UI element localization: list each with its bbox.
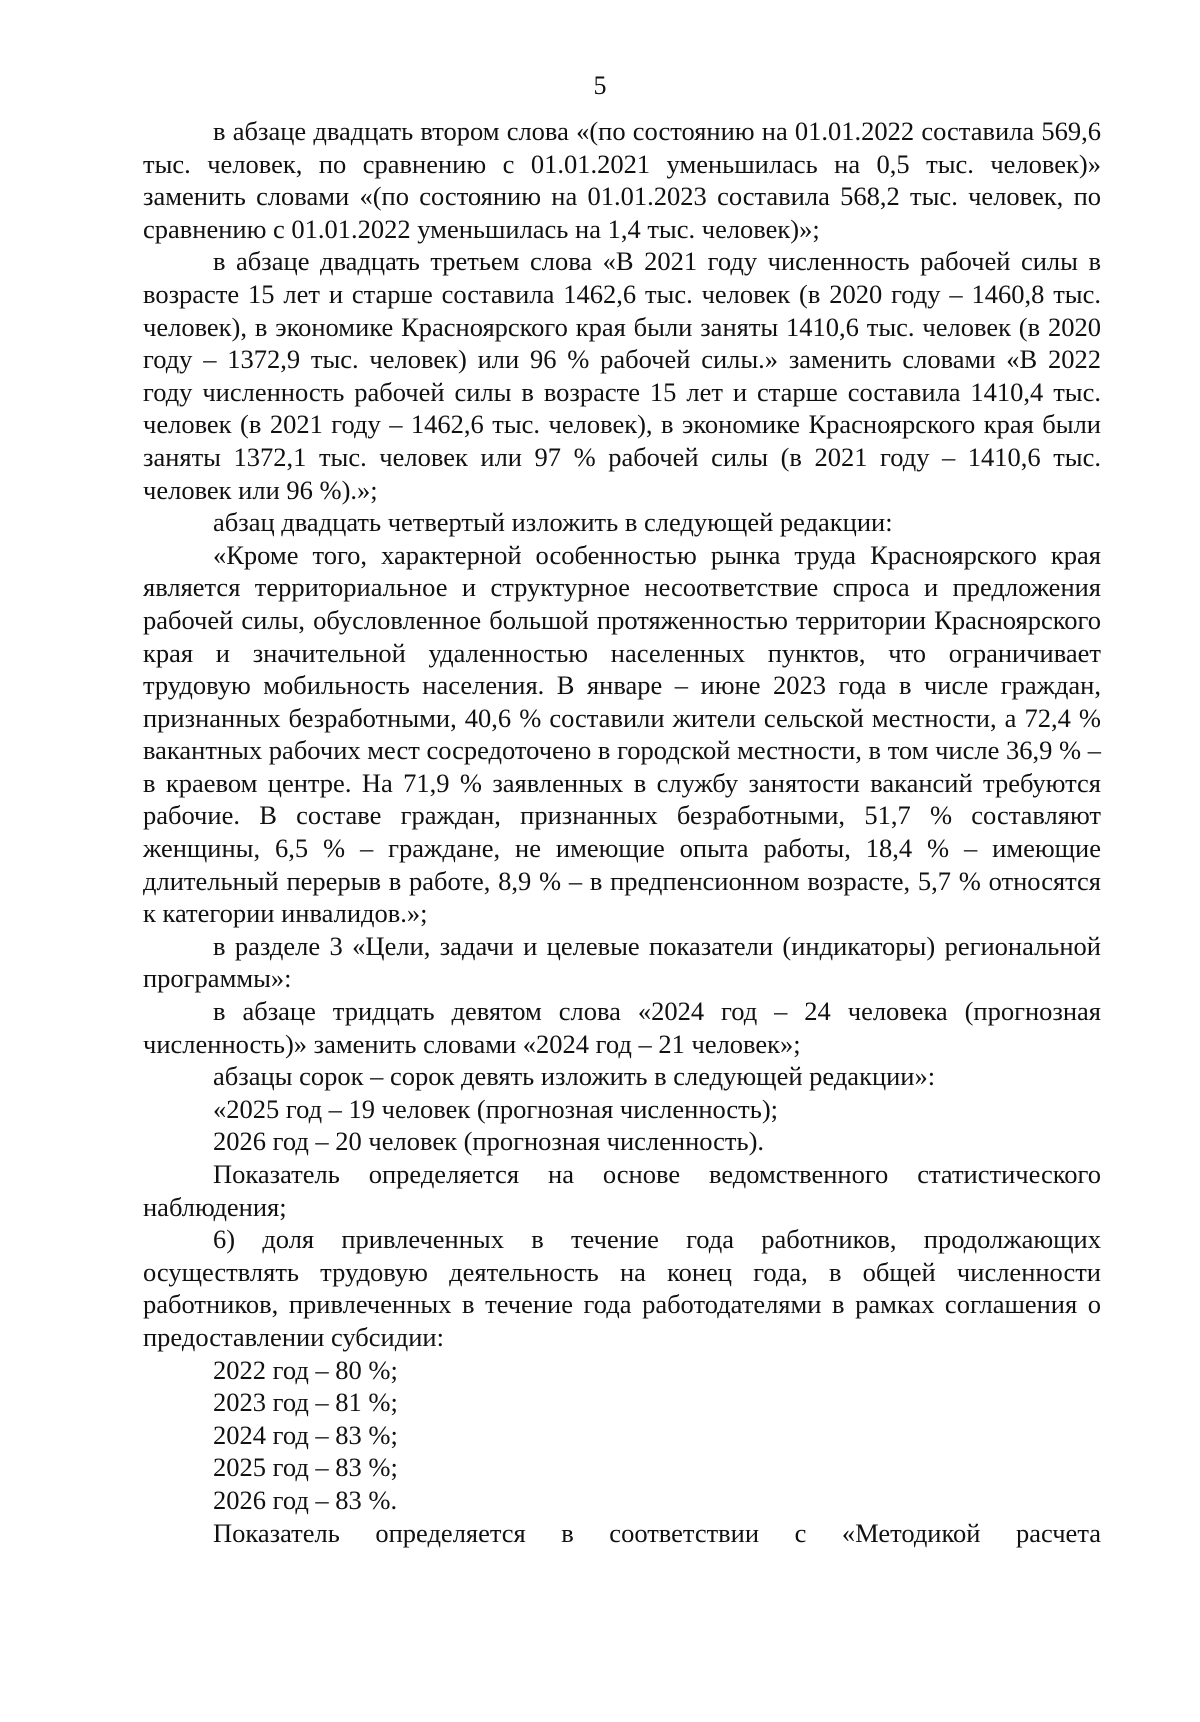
list-item: 2022 год – 80 %; <box>213 1354 398 1385</box>
paragraph: «Кроме того, характерной особенностью рынка труда Красноярского края является территориальное и структурное несоответствие спроса и предложения рабочей силы, обусловленное большой протяженностью территории Красноярского края и значительной удаленностью населенных пунктов, что ограничивает трудовую мобильность населения. В январе – июне 2023 года в числе граждан, признанных безработными, 40,6 % составили жители сельской местности, а 72,4 % вакантных рабочих мест сосредоточено в городской местности, в том числе 36,9 % – в краевом центре. На 71,9 % заявленных в службу занятости вакансий требуются рабочие. В составе граждан, признанных безработными, 51,7 % составляют женщины, 6,5 % – граждане, не имеющие опыта работы, 18,4 % – имеющие длительный перерыв в работе, 8,9 % – в предпенсионном возрасте, 5,7 % относятся к категории инвалидов.»; <box>143 539 1101 929</box>
paragraph: абзацы сорок – сорок девять изложить в следующей редакции»: <box>213 1061 936 1092</box>
paragraph: Показатель определяется в соответствии с «Методикой расчета <box>213 1517 1101 1548</box>
paragraph: в абзаце двадцать втором слова «(по состоянию на 01.01.2022 составила 569,6 тыс. человек, по сравнению с 01.01.2021 уменьшилась на 0,5 тыс. человек)» заменить словами «(по состоянию на 01.01.2023 составила 568,2 тыс. человек, по сравнению с 01.01.2022 уменьшилась на 1,4 тыс. человек)»; <box>143 116 1101 244</box>
paragraph: в разделе 3 «Цели, задачи и целевые показатели (индикаторы) региональной программы»: <box>143 930 1101 994</box>
list-item: 2023 год – 81 %; <box>213 1387 398 1418</box>
paragraph: в абзаце двадцать третьем слова «В 2021 году численность рабочей силы в возрасте 15 лет и старше составила 1462,6 тыс. человек (в 2020 году – 1460,8 тыс. человек), в экономике Красноярского края были заняты 1410,6 тыс. человек (в 2020 году – 1372,9 тыс. человек) или 96 % рабочей силы.» заменить словами «В 2022 году численность рабочей силы в возрасте 15 лет и старше составила 1410,4 тыс. человек (в 2021 году – 1462,6 тыс. человек), в экономике Красноярского края были заняты 1372,1 тыс. человек или 97 % рабочей силы (в 2021 году – 1410,6 тыс. человек или 96 %).»; <box>143 246 1101 505</box>
page-number: 5 <box>593 71 607 100</box>
paragraph: «2025 год – 19 человек (прогнозная численность); <box>213 1093 779 1124</box>
paragraph: в абзаце тридцать девятом слова «2024 год – 24 человека (прогнозная численность)» заменить словами «2024 год – 21 человек»; <box>143 996 1101 1059</box>
document-body <box>143 115 1101 1549</box>
paragraph: Показатель определяется на основе ведомственного статистического наблюдения; <box>143 1159 1101 1222</box>
list-item: 2026 год – 83 %. <box>213 1484 398 1515</box>
paragraph: 2026 год – 20 человек (прогнозная численность). <box>213 1126 765 1157</box>
list-item: 2025 год – 83 %; <box>213 1452 398 1483</box>
paragraph: 6) доля привлеченных в течение года работников, продолжающих осуществлять трудовую деятельность на конец года, в общей численности работников, привлеченных в течение года работодателями в рамках соглашения о предоставлении субсидии: <box>143 1224 1101 1352</box>
paragraph: абзац двадцать четвертый изложить в следующей редакции: <box>213 507 893 538</box>
list-item: 2024 год – 83 %; <box>213 1419 398 1450</box>
